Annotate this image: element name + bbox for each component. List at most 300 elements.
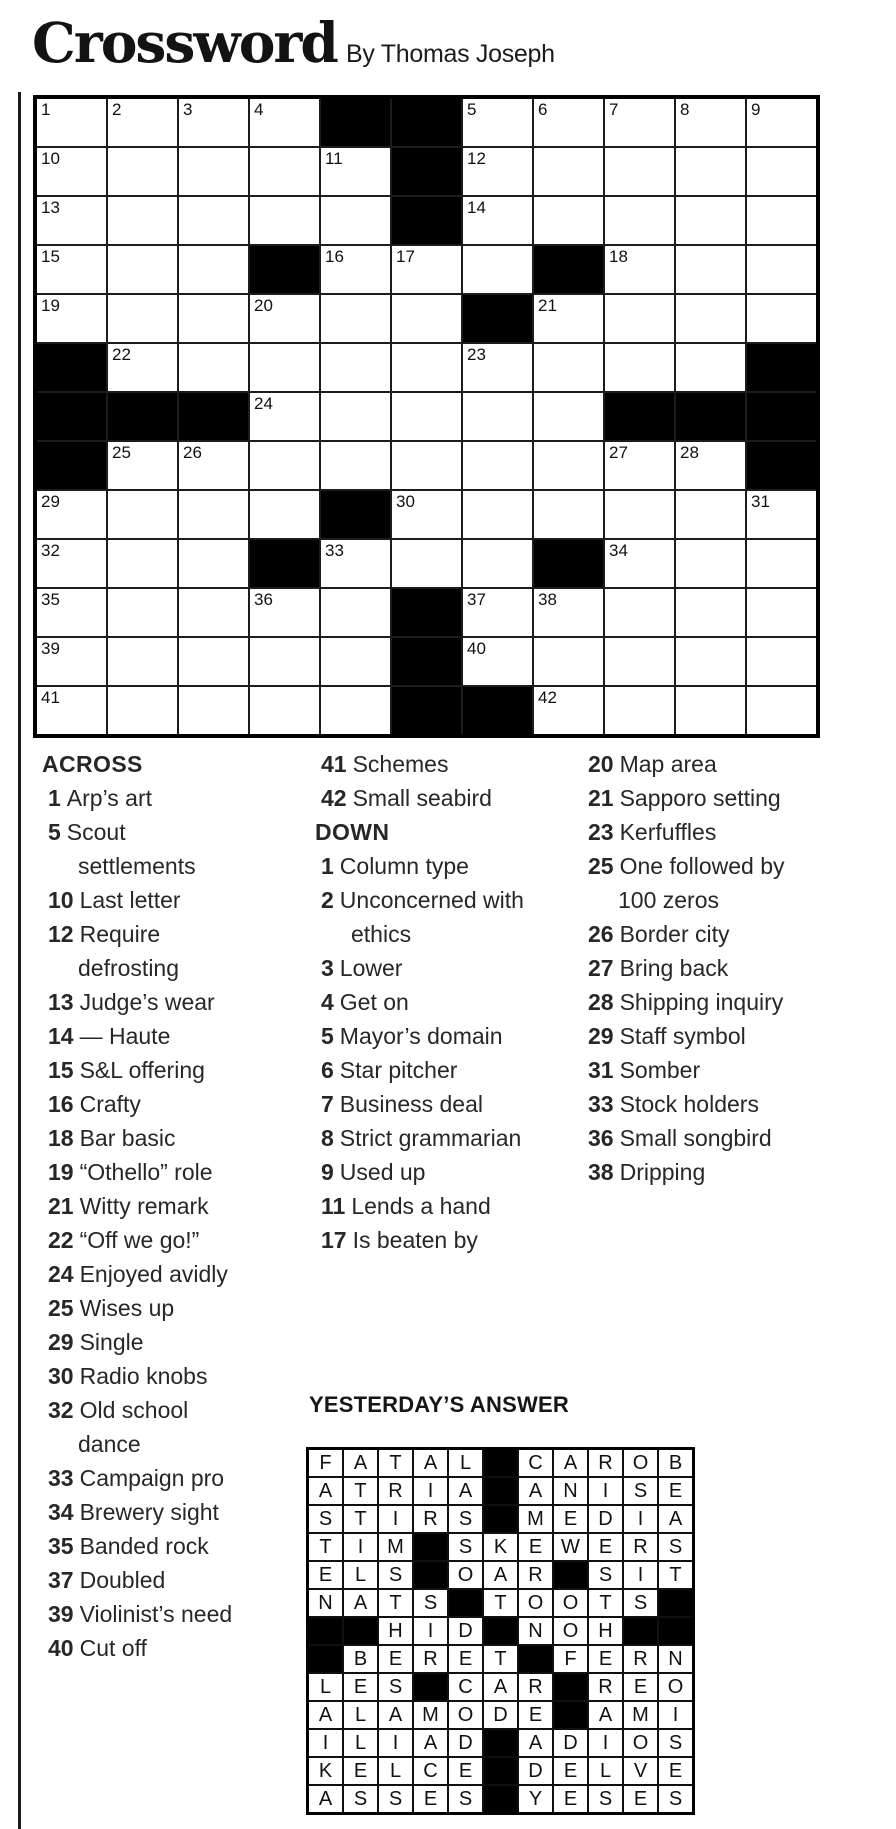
grid-cell[interactable] (534, 99, 603, 146)
black-square (747, 442, 816, 489)
answer-letter-cell: L (449, 1450, 482, 1476)
clue-item (48, 883, 298, 917)
grid-cell[interactable] (321, 540, 390, 587)
grid-cell[interactable] (463, 344, 532, 391)
clue-item (48, 1019, 298, 1053)
grid-cell[interactable] (534, 491, 603, 538)
grid-cell[interactable] (463, 197, 532, 244)
grid-cell[interactable] (179, 638, 248, 685)
grid-cell[interactable] (108, 246, 177, 293)
clue-item (48, 1087, 298, 1121)
grid-cell[interactable] (676, 540, 745, 587)
answer-letter-cell: I (344, 1534, 377, 1560)
clue-item (48, 917, 298, 985)
clue-text: Lends a hand (351, 1193, 491, 1219)
clue-number: 23 (588, 819, 614, 845)
answer-letter-cell: A (309, 1702, 342, 1728)
grid-cell[interactable] (747, 148, 816, 195)
clue-number: 27 (588, 955, 614, 981)
grid-cell[interactable] (37, 638, 106, 685)
answer-letter-cell: B (344, 1646, 377, 1672)
clue-text: Get on (339, 989, 409, 1015)
grid-cell[interactable] (534, 687, 603, 734)
answer-letter-cell: S (449, 1506, 482, 1532)
grid-cell[interactable] (747, 687, 816, 734)
answer-letter-cell: E (449, 1758, 482, 1784)
answer-black-square (449, 1590, 482, 1616)
grid-cell[interactable] (605, 687, 674, 734)
grid-cell[interactable] (179, 295, 248, 342)
cell-number: 24 (254, 394, 273, 413)
cell-number: 22 (112, 345, 131, 364)
answer-letter-cell: E (589, 1646, 622, 1672)
grid-cell[interactable] (463, 589, 532, 636)
answer-letter-cell: M (519, 1506, 552, 1532)
answer-letter-cell: H (379, 1618, 412, 1644)
grid-cell[interactable] (321, 246, 390, 293)
grid-cell[interactable] (179, 246, 248, 293)
grid-cell[interactable] (676, 442, 745, 489)
yesterdays-answer-title: YESTERDAY’S ANSWER (309, 1392, 569, 1417)
clue-number: 30 (48, 1363, 74, 1389)
grid-cell[interactable] (605, 442, 674, 489)
grid-cell[interactable] (108, 540, 177, 587)
answer-letter-cell: R (589, 1450, 622, 1476)
grid-cell[interactable] (250, 491, 319, 538)
grid-cell[interactable] (37, 687, 106, 734)
answer-black-square (484, 1450, 517, 1476)
clue-number: 3 (321, 955, 334, 981)
clue-item (321, 747, 577, 781)
cell-number: 28 (680, 443, 699, 462)
clue-number: 14 (48, 1023, 74, 1049)
clue-number: 12 (48, 921, 74, 947)
answer-black-square (554, 1702, 587, 1728)
answer-letter-cell: R (624, 1646, 657, 1672)
black-square (250, 246, 319, 293)
answer-letter-cell: I (659, 1702, 692, 1728)
answer-black-square (554, 1674, 587, 1700)
grid-cell[interactable] (534, 148, 603, 195)
cell-number: 41 (41, 688, 60, 707)
answer-letter-cell: O (554, 1618, 587, 1644)
grid-cell[interactable] (37, 295, 106, 342)
grid-cell[interactable] (605, 197, 674, 244)
grid-cell[interactable] (250, 393, 319, 440)
grid-cell[interactable] (108, 197, 177, 244)
answer-letter-cell: O (554, 1590, 587, 1616)
clue-item (48, 1529, 298, 1563)
cell-number: 5 (467, 100, 477, 119)
grid-cell[interactable] (605, 246, 674, 293)
grid-cell[interactable] (179, 589, 248, 636)
grid-cell[interactable] (676, 246, 745, 293)
grid-cell[interactable] (108, 638, 177, 685)
grid-cell[interactable] (250, 589, 319, 636)
grid-cell[interactable] (747, 491, 816, 538)
answer-black-square (484, 1506, 517, 1532)
grid-cell[interactable] (747, 197, 816, 244)
answer-letter-cell: L (309, 1674, 342, 1700)
answer-black-square (484, 1758, 517, 1784)
answer-letter-cell: D (449, 1730, 482, 1756)
answer-letter-cell: O (449, 1702, 482, 1728)
cell-number: 34 (609, 541, 628, 560)
black-square (392, 687, 461, 734)
clue-number: 16 (48, 1091, 74, 1117)
answer-letter-cell: R (414, 1506, 447, 1532)
black-square (534, 540, 603, 587)
grid-cell[interactable] (605, 589, 674, 636)
answer-letter-cell: F (554, 1646, 587, 1672)
clue-item (588, 1121, 888, 1155)
grid-cell[interactable] (250, 687, 319, 734)
black-square (392, 99, 461, 146)
answer-letter-cell: N (554, 1478, 587, 1504)
cell-number: 10 (41, 149, 60, 168)
cell-number: 15 (41, 247, 60, 266)
grid-cell[interactable] (463, 638, 532, 685)
clue-column-2 (309, 747, 577, 1257)
clue-number: 32 (48, 1397, 74, 1423)
grid-cell[interactable] (676, 197, 745, 244)
clue-number: 13 (48, 989, 74, 1015)
clue-text: Single (79, 1329, 144, 1355)
answer-letter-cell: I (589, 1730, 622, 1756)
grid-cell[interactable] (108, 99, 177, 146)
black-square (463, 687, 532, 734)
clue-item (321, 1087, 577, 1121)
grid-cell[interactable] (179, 197, 248, 244)
black-square (108, 393, 177, 440)
grid-cell[interactable] (534, 393, 603, 440)
clue-item (588, 1053, 888, 1087)
grid-cell[interactable] (250, 197, 319, 244)
grid-cell[interactable] (463, 148, 532, 195)
cell-number: 16 (325, 247, 344, 266)
grid-cell[interactable] (179, 344, 248, 391)
black-square (37, 344, 106, 391)
clue-text: Cut off (79, 1635, 147, 1661)
grid-cell[interactable] (463, 99, 532, 146)
grid-cell[interactable] (747, 638, 816, 685)
clue-text: Star pitcher (339, 1057, 458, 1083)
clue-text: Strict grammarian (339, 1125, 522, 1151)
cell-number: 13 (41, 198, 60, 217)
clue-text: Banded rock (79, 1533, 209, 1559)
answer-letter-cell: V (624, 1758, 657, 1784)
answer-letter-cell: L (589, 1758, 622, 1784)
answer-black-square (344, 1618, 377, 1644)
clue-number: 41 (321, 751, 347, 777)
grid-cell[interactable] (463, 540, 532, 587)
grid-cell[interactable] (250, 442, 319, 489)
clue-text: Scout (66, 819, 126, 845)
grid-cell[interactable] (605, 638, 674, 685)
answer-letter-cell: S (379, 1562, 412, 1588)
grid-cell[interactable] (747, 540, 816, 587)
grid-cell[interactable] (392, 491, 461, 538)
answer-letter-cell: I (414, 1618, 447, 1644)
cell-number: 35 (41, 590, 60, 609)
answer-letter-cell: S (659, 1786, 692, 1812)
grid-cell[interactable] (392, 393, 461, 440)
grid-cell[interactable] (534, 197, 603, 244)
grid-cell[interactable] (534, 442, 603, 489)
grid-cell[interactable] (321, 442, 390, 489)
grid-cell[interactable] (676, 344, 745, 391)
grid-cell[interactable] (747, 295, 816, 342)
grid-cell[interactable] (250, 99, 319, 146)
black-square (392, 148, 461, 195)
clue-text: Dripping (619, 1159, 706, 1185)
black-square (250, 540, 319, 587)
clue-item (588, 747, 888, 781)
black-square (747, 344, 816, 391)
clue-text: Map area (619, 751, 717, 777)
grid-cell[interactable] (179, 148, 248, 195)
answer-letter-cell: L (344, 1702, 377, 1728)
grid-cell[interactable] (179, 99, 248, 146)
grid-cell[interactable] (321, 295, 390, 342)
black-square (463, 295, 532, 342)
black-square (605, 393, 674, 440)
grid-cell[interactable] (676, 638, 745, 685)
clue-item (48, 1121, 298, 1155)
grid-cell[interactable] (392, 442, 461, 489)
grid-cell[interactable] (108, 687, 177, 734)
answer-letter-cell: S (379, 1674, 412, 1700)
answer-letter-cell: L (344, 1562, 377, 1588)
answer-letter-cell: S (659, 1730, 692, 1756)
clue-text: Wises up (79, 1295, 175, 1321)
clue-text: Violinist’s need (79, 1601, 233, 1627)
answer-letter-cell: L (379, 1758, 412, 1784)
clue-text: Old school (79, 1397, 189, 1423)
grid-cell[interactable] (676, 491, 745, 538)
clue-item (48, 1393, 298, 1461)
answer-letter-cell: E (344, 1674, 377, 1700)
clue-item (48, 1597, 298, 1631)
clue-text: Radio knobs (79, 1363, 208, 1389)
answer-letter-cell: D (589, 1506, 622, 1532)
clue-number: 4 (321, 989, 334, 1015)
cell-number: 6 (538, 100, 548, 119)
clue-number: 24 (48, 1261, 74, 1287)
grid-cell[interactable] (108, 491, 177, 538)
answer-letter-cell: A (344, 1590, 377, 1616)
grid-cell[interactable] (179, 687, 248, 734)
clue-text: ethics (351, 921, 412, 947)
answer-letter-cell: E (624, 1674, 657, 1700)
answer-letter-cell: O (624, 1730, 657, 1756)
clue-item (48, 815, 298, 883)
clue-text: Unconcerned with (339, 887, 524, 913)
grid-cell[interactable] (179, 491, 248, 538)
answer-letter-cell: S (589, 1786, 622, 1812)
cell-number: 7 (609, 100, 619, 119)
answer-letter-cell: M (624, 1702, 657, 1728)
cell-number: 9 (751, 100, 761, 119)
answer-letter-cell: I (414, 1478, 447, 1504)
clue-column-1 (36, 747, 298, 1665)
grid-cell[interactable] (321, 148, 390, 195)
answer-letter-cell: D (554, 1730, 587, 1756)
cell-number: 11 (325, 149, 343, 168)
grid-cell[interactable] (37, 99, 106, 146)
grid-cell[interactable] (534, 295, 603, 342)
clue-text: Doubled (79, 1567, 166, 1593)
grid-cell[interactable] (108, 295, 177, 342)
grid-cell[interactable] (321, 344, 390, 391)
grid-cell[interactable] (37, 589, 106, 636)
black-square (534, 246, 603, 293)
answer-letter-cell: E (414, 1786, 447, 1812)
clue-text: Judge’s wear (79, 989, 215, 1015)
clue-number: 33 (48, 1465, 74, 1491)
grid-cell[interactable] (747, 589, 816, 636)
grid-cell[interactable] (179, 442, 248, 489)
cell-number: 31 (751, 492, 770, 511)
answer-letter-cell: S (589, 1562, 622, 1588)
answer-black-square (414, 1534, 447, 1560)
answer-letter-cell: A (414, 1730, 447, 1756)
clue-number: 35 (48, 1533, 74, 1559)
grid-cell[interactable] (605, 344, 674, 391)
grid-cell[interactable] (37, 197, 106, 244)
clue-text: Column type (339, 853, 469, 879)
grid-cell[interactable] (676, 589, 745, 636)
answer-letter-cell: T (379, 1450, 412, 1476)
answer-letter-cell: S (414, 1590, 447, 1616)
grid-cell[interactable] (37, 491, 106, 538)
grid-cell[interactable] (321, 393, 390, 440)
clue-text: Stock holders (619, 1091, 759, 1117)
grid-cell[interactable] (250, 638, 319, 685)
grid-cell[interactable] (108, 442, 177, 489)
answer-letter-cell: M (414, 1702, 447, 1728)
page-title: Crossword (32, 10, 337, 75)
grid-cell[interactable] (37, 246, 106, 293)
clue-item (588, 849, 888, 917)
clue-number: 8 (321, 1125, 334, 1151)
grid-cell[interactable] (392, 246, 461, 293)
clue-text: Sapporo setting (619, 785, 781, 811)
grid-cell[interactable] (321, 589, 390, 636)
cell-number: 8 (680, 100, 690, 119)
answer-letter-cell: S (344, 1786, 377, 1812)
grid-cell[interactable] (321, 197, 390, 244)
grid-cell[interactable] (392, 344, 461, 391)
grid-cell[interactable] (37, 540, 106, 587)
grid-cell[interactable] (108, 344, 177, 391)
grid-cell[interactable] (392, 295, 461, 342)
grid-cell[interactable] (605, 540, 674, 587)
byline: By Thomas Joseph (346, 40, 555, 68)
grid-cell[interactable] (534, 344, 603, 391)
grid-cell[interactable] (676, 148, 745, 195)
answer-letter-cell: E (519, 1534, 552, 1560)
grid-cell[interactable] (250, 295, 319, 342)
answer-letter-cell: R (624, 1534, 657, 1560)
clue-number: 21 (588, 785, 614, 811)
clue-number: 20 (588, 751, 614, 777)
clue-number: 9 (321, 1159, 334, 1185)
grid-cell[interactable] (605, 295, 674, 342)
cell-number: 29 (41, 492, 60, 511)
clue-number: 19 (48, 1159, 74, 1185)
answer-letter-cell: E (344, 1758, 377, 1784)
answer-letter-cell: S (449, 1786, 482, 1812)
grid-cell[interactable] (321, 638, 390, 685)
grid-cell[interactable] (747, 246, 816, 293)
grid-cell[interactable] (463, 442, 532, 489)
clue-text: S&L offering (79, 1057, 205, 1083)
grid-cell[interactable] (392, 540, 461, 587)
grid-cell[interactable] (605, 99, 674, 146)
clue-number: 28 (588, 989, 614, 1015)
grid-cell[interactable] (534, 589, 603, 636)
grid-cell[interactable] (463, 491, 532, 538)
answer-letter-cell: A (379, 1702, 412, 1728)
clue-item (48, 1325, 298, 1359)
cell-number: 4 (254, 100, 264, 119)
answer-letter-cell: N (519, 1618, 552, 1644)
grid-cell[interactable] (605, 148, 674, 195)
answer-letter-cell: A (344, 1450, 377, 1476)
answer-letter-cell: T (484, 1590, 517, 1616)
clue-item (321, 849, 577, 883)
grid-cell[interactable] (676, 99, 745, 146)
grid-cell[interactable] (676, 687, 745, 734)
answer-letter-cell: E (449, 1646, 482, 1672)
grid-cell[interactable] (534, 638, 603, 685)
grid-cell[interactable] (108, 589, 177, 636)
answer-black-square (519, 1646, 552, 1672)
answer-letter-cell: D (519, 1758, 552, 1784)
answer-letter-cell: I (589, 1478, 622, 1504)
clue-text: Enjoyed avidly (79, 1261, 228, 1287)
grid-cell[interactable] (605, 491, 674, 538)
grid-cell[interactable] (179, 540, 248, 587)
answer-letter-cell: R (589, 1674, 622, 1700)
grid-cell[interactable] (37, 148, 106, 195)
clue-number: 31 (588, 1057, 614, 1083)
answer-letter-cell: I (379, 1730, 412, 1756)
clue-text: settlements (78, 853, 196, 879)
grid-cell[interactable] (321, 687, 390, 734)
clue-number: 5 (321, 1023, 334, 1049)
clue-text: Is beaten by (352, 1227, 478, 1253)
clue-number: 21 (48, 1193, 74, 1219)
clue-list-header: ACROSS (42, 751, 143, 777)
cell-number: 17 (396, 247, 415, 266)
clue-number: 38 (588, 1159, 614, 1185)
grid-cell[interactable] (250, 148, 319, 195)
clue-text: Lower (339, 955, 403, 981)
clue-item (588, 781, 888, 815)
grid-cell[interactable] (463, 246, 532, 293)
answer-letter-cell: T (379, 1590, 412, 1616)
grid-cell[interactable] (676, 295, 745, 342)
clue-number: 18 (48, 1125, 74, 1151)
grid-cell[interactable] (463, 393, 532, 440)
clue-text: “Othello” role (79, 1159, 213, 1185)
grid-cell[interactable] (747, 99, 816, 146)
cell-number: 12 (467, 149, 486, 168)
grid-cell[interactable] (250, 344, 319, 391)
grid-cell[interactable] (108, 148, 177, 195)
